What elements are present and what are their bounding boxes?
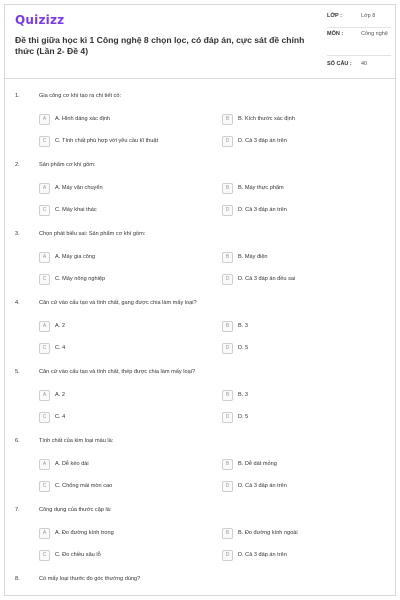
question-number: 2. xyxy=(15,162,20,168)
option-label: C. Máy khai thác xyxy=(55,207,97,213)
option-label: D. Cả 3 đáp án đều sai xyxy=(238,276,296,282)
meta-subject-label: MÔN : xyxy=(327,31,344,37)
worksheet-header xyxy=(5,5,395,79)
question-item xyxy=(5,221,395,290)
option-letter-box: B xyxy=(222,390,233,401)
question-text: Tính chất của kim loại màu là: xyxy=(39,438,114,444)
option-letter-box: B xyxy=(222,114,233,125)
option-letter-box: C xyxy=(39,343,50,354)
option-label: B. Máy điện xyxy=(238,254,268,260)
meta-count xyxy=(323,55,393,75)
option-letter-box: D xyxy=(222,205,233,216)
option-label: C. Chống mài mòn cao xyxy=(55,483,113,489)
option-label: A. Hình dáng xác định xyxy=(55,116,111,122)
question-item xyxy=(5,83,395,152)
option-label: A. Máy vận chuyển xyxy=(55,185,103,191)
option-letter-box: A xyxy=(39,114,50,125)
option-label: B. 3 xyxy=(238,392,248,398)
option-label: D. Cả 3 đáp án trên xyxy=(238,207,287,213)
option-label: B. Máy thực phẩm xyxy=(238,185,284,191)
question-number: 6. xyxy=(15,438,20,444)
question-item xyxy=(5,152,395,221)
question-number: 3. xyxy=(15,231,20,237)
option-label: A. Dễ kéo dài xyxy=(55,461,89,467)
question-item xyxy=(5,566,395,596)
option-letter-box: C xyxy=(39,136,50,147)
worksheet-page xyxy=(4,4,396,596)
option-label: C. 4 xyxy=(55,345,66,351)
option-letter-box: A xyxy=(39,252,50,263)
worksheet-meta xyxy=(323,13,393,75)
question-item xyxy=(5,428,395,497)
question-number: 1. xyxy=(15,93,20,99)
option-label: C. Tính chất phù hợp với yêu cầu kĩ thuật xyxy=(55,138,159,144)
option-letter-box: D xyxy=(222,550,233,561)
option-letter-box: C xyxy=(39,481,50,492)
option-letter-box: C xyxy=(39,412,50,423)
question-number: 7. xyxy=(15,507,20,513)
meta-class-label: LỚP : xyxy=(327,13,342,19)
meta-class-value: Lớp 8 xyxy=(361,13,376,19)
option-label: C. Máy nông nghiệp xyxy=(55,276,106,282)
option-label: A. 2 xyxy=(55,392,65,398)
option-label: D. Cả 3 đáp án trên xyxy=(238,552,287,558)
option-letter-box: A xyxy=(39,528,50,539)
option-letter-box: D xyxy=(222,481,233,492)
question-text: Công dụng của thước cặp là: xyxy=(39,507,112,513)
option-letter-box: C xyxy=(39,205,50,216)
option-letter-box: A xyxy=(39,183,50,194)
option-label: A. Máy gia công xyxy=(55,254,96,260)
question-text: Gia công cơ khí tạo ra chi tiết có: xyxy=(39,93,122,99)
question-list xyxy=(5,83,395,596)
meta-count-label: SỐ CÂU : xyxy=(327,61,352,67)
option-letter-box: A xyxy=(39,321,50,332)
option-letter-box: D xyxy=(222,343,233,354)
question-text: Sản phẩm cơ khí gồm: xyxy=(39,162,96,168)
question-text: Căn cứ vào cấu tạo và tính chất, gang được chia làm mấy loại? xyxy=(39,300,197,306)
worksheet-title: Đề thi giữa học kì 1 Công nghệ 8 chọn lọc, có đáp án, cực sát đề chính thức (Lần 2- Đề 4) xyxy=(15,35,305,56)
quizizz-logo: Quizizz xyxy=(15,13,65,27)
option-letter-box: B xyxy=(222,183,233,194)
question-text: Có mấy loại thước đo góc thường dùng? xyxy=(39,576,141,582)
question-number: 5. xyxy=(15,369,20,375)
meta-subject xyxy=(323,27,393,55)
option-letter-box: D xyxy=(222,274,233,285)
option-label: B. Dễ dát mỏng xyxy=(238,461,277,467)
question-text: Căn cứ vào cấu tạo và tính chất, thép được chia làm mấy loại? xyxy=(39,369,196,375)
question-item xyxy=(5,290,395,359)
option-label: C. 4 xyxy=(55,414,66,420)
option-label: C. Đo chiều sâu lỗ xyxy=(55,552,101,558)
option-letter-box: B xyxy=(222,528,233,539)
option-label: B. Kích thước xác định xyxy=(238,116,295,122)
meta-subject-value: Công nghệ xyxy=(361,31,388,37)
meta-class xyxy=(323,13,393,27)
meta-count-value: 40 xyxy=(361,61,368,67)
question-item xyxy=(5,359,395,428)
option-letter-box: B xyxy=(222,252,233,263)
option-letter-box: B xyxy=(222,459,233,470)
option-label: D. Cả 3 đáp án trên xyxy=(238,138,287,144)
option-letter-box: A xyxy=(39,390,50,401)
option-letter-box: D xyxy=(222,136,233,147)
option-letter-box: B xyxy=(222,321,233,332)
option-label: D. Cả 3 đáp án trên xyxy=(238,483,287,489)
option-label: B. 3 xyxy=(238,323,248,329)
option-letter-box: C xyxy=(39,550,50,561)
option-letter-box: C xyxy=(39,274,50,285)
option-label: A. 2 xyxy=(55,323,65,329)
option-letter-box: A xyxy=(39,459,50,470)
option-label: B. Đo đường kính ngoài xyxy=(238,530,298,536)
option-label: D. 5 xyxy=(238,345,249,351)
question-number: 4. xyxy=(15,300,20,306)
option-label: A. Đo đường kính trong xyxy=(55,530,114,536)
option-letter-box: D xyxy=(222,412,233,423)
question-text: Chọn phát biểu sai: Sản phẩm cơ khí gồm: xyxy=(39,231,146,237)
question-number: 8. xyxy=(15,576,20,582)
option-label: D. 5 xyxy=(238,414,249,420)
question-item xyxy=(5,497,395,566)
